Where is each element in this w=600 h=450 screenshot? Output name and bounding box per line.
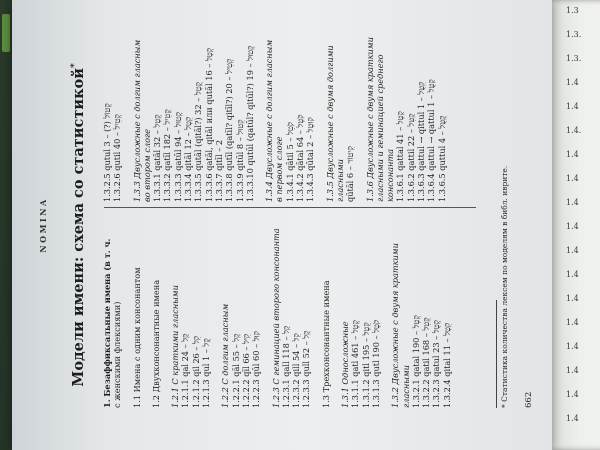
list-item: 1.2.2.1 qāl קָל – 55	[230, 333, 241, 408]
list-item: 1.3.1.1 qatl קֶטֶל – 461	[350, 320, 361, 408]
list-item: 1.3.3.1 qatāl קְטָל – 32	[152, 114, 163, 202]
section-heading: 1.3.1 Односложные	[340, 321, 351, 408]
page-title	[70, 2, 87, 448]
book-page	[12, 0, 552, 450]
list-item: 1.3.2.2 qatil קְטִל – 168	[421, 317, 432, 408]
entry-spacer	[262, 210, 271, 408]
running-head: NOMINA	[38, 197, 48, 253]
adjacent-page-fragment: 1.4	[566, 414, 579, 423]
list-item: 1.3.3.3 qatūl קָטוּל – 94	[172, 111, 183, 202]
list-item: во втором слоге	[141, 128, 152, 202]
list-item: в первом слоге	[274, 136, 285, 202]
footnote: * Статистика количества лексем по моделям в библ. иврите.	[500, 165, 509, 408]
entry-spacer	[142, 210, 151, 408]
list-item: 1.2.2.2 qīl קִיל – 66	[240, 333, 251, 408]
list-item: 1.3.2.6 qutil קְטִיל – 40	[112, 114, 123, 202]
entry-spacer	[331, 210, 340, 408]
adjacent-page-fragment: 1.4	[566, 102, 579, 111]
adjacent-page-fragment: 1.4	[566, 78, 579, 87]
list-item: 1.3.2.5 qutul קְטוֹל (?) – 3	[102, 103, 112, 202]
entry-spacer	[381, 210, 390, 408]
list-item: 1.1 Имена с одним консонантом	[131, 267, 142, 408]
list-item: 1.3.2.1 qatal קְטָל – 190	[410, 315, 421, 408]
entry-spacer	[123, 2, 132, 202]
list-item: 1.3.1.2 qitl קֵטֶל – 195	[360, 322, 371, 408]
list-item: 1.3.4.3 qūtal קוּטָל – 2	[305, 117, 316, 202]
right-column	[102, 2, 447, 202]
list-item: 1.3.6.5 quttul קֻטֻּל – 4	[436, 115, 447, 202]
section-heading: 1.3.2 Двусложные с двумя краткими	[390, 243, 401, 408]
entry-spacer	[316, 2, 325, 202]
list-item: гласными и геминацией среднего	[374, 54, 385, 202]
adjacent-page-fragment: 1.4	[566, 342, 579, 351]
list-item: 1.3.2.3 qatul קְטֻל – 23	[431, 319, 442, 408]
list-item: консонанта	[385, 148, 396, 202]
left-column	[102, 210, 452, 408]
section-heading: 1.3.4 Двусложные с долгим гласным	[264, 39, 275, 202]
adjacent-page-fragment: 1.4	[566, 246, 579, 255]
list-item: 1.3.3.6 qatāl, qitāl или qutāl קְטָל – 16	[203, 47, 214, 202]
list-item: 1.3.2.4 qital קִטָל – 11	[441, 322, 452, 408]
section-heading: 1.3.3 Двусложные с долгим гласным	[131, 39, 142, 202]
list-item: гласными	[334, 159, 345, 202]
list-item: 1.3.6.1 qattal קַטָּל – 41	[395, 111, 406, 202]
adjacent-page-fragment: 1.4.	[566, 126, 582, 135]
adjacent-page-fragment: 1.3.	[566, 30, 582, 39]
list-item: 1.3.4.1 qātil קֹטֵל – 5	[284, 121, 295, 202]
adjacent-page	[548, 0, 600, 450]
entry-spacer	[356, 2, 365, 202]
adjacent-page-fragment: 1.4	[566, 366, 579, 375]
list-item: 1.2 Двухконсонантные имена	[150, 279, 161, 408]
list-item: 1.2.3.3 qull קֻל – 52	[301, 330, 312, 408]
entry-spacer	[161, 210, 170, 408]
adjacent-page-fragment: 1.4	[566, 174, 579, 183]
list-item: 1.3.6.3 qattul → qittul קִטֻּל – 1	[416, 81, 427, 202]
adjacent-page-fragment: 1.4	[566, 198, 579, 207]
adjacent-page-fragment: 1.4	[566, 294, 579, 303]
list-item: 1.3.6.4 qattul → qattul קַטֻּל – 1	[426, 79, 437, 202]
list-item: 1.3.3.8 qutīl (qatīl? qitīl?) קְטִיל – 20	[224, 58, 235, 202]
section-heading: 1.3.5 Двусложные с двумя долгими	[324, 45, 335, 202]
column-divider	[104, 207, 476, 208]
list-item: 1.2.3.2 qill קִל – 54	[291, 333, 302, 408]
section-heading: 1.2.3 С геминацией второго консонанта	[270, 228, 281, 408]
adjacent-page-fragment: 1.3.	[566, 54, 582, 63]
page-content	[24, 2, 550, 448]
adjacent-page-fragment: 1.4	[566, 150, 579, 159]
page-number: 662	[524, 391, 534, 408]
list-item: гласными	[400, 365, 411, 408]
title-text: Модели имени: схема со статистикой	[70, 68, 87, 387]
section-heading: 1.2.1 С краткими гласными	[170, 285, 181, 408]
list-item: 1.3.3.9 qitūl קִטוּל – 8	[234, 119, 245, 202]
footnote-rule	[496, 300, 497, 408]
list-item: 1.2.3.1 qall קַל – 118	[280, 325, 291, 408]
list-item: 1.2.1.1 qal קַל – 24	[180, 333, 191, 408]
section-heading: 1.2.2 С долгим гласным	[220, 303, 231, 408]
entry-spacer	[312, 210, 321, 408]
list-item: 1.3.3.2 qatīl קָטִיל – 182	[162, 109, 173, 202]
adjacent-page-fragment: 1.4	[566, 390, 579, 399]
list-item: 1.2.1.3 qul קֻל – 1	[201, 338, 212, 408]
list-item: 1.3.1.3 qutl קֹטֶל – 190	[370, 319, 381, 408]
list-item: с женскими флексиями)	[112, 301, 123, 408]
list-item: 1.3.3.7 qitīl – 2	[213, 139, 224, 202]
entry-spacer	[123, 210, 132, 408]
list-item: 1. Безаффиксальные имена (в т. ч.	[102, 238, 112, 408]
title-footnote-mark: *	[70, 63, 81, 69]
list-item: 1.3.3.5 qutāl (qitāl?) קֻטָל – 32	[193, 81, 204, 202]
list-item: 1.3.3.10 qutūl (qatūl? qitūl?) קְטוּל – 19	[244, 45, 255, 202]
entry-spacer	[211, 210, 220, 408]
list-item: 1.3.3.4 qitāl קִטָל – 12	[183, 116, 194, 202]
entry-spacer	[255, 2, 264, 202]
adjacent-page-fragment: 1.4	[566, 222, 579, 231]
list-item: 1.3 Трехконсонантные имена	[320, 280, 331, 408]
bookmark-ribbon	[2, 14, 10, 52]
adjacent-page-fragment: 1.4	[566, 270, 579, 279]
list-item: qūtāl קִיטוֹר – 6	[345, 145, 356, 202]
list-item: 1.2.2.3 qūl קוּל – 60	[251, 330, 262, 408]
adjacent-page-fragment: 1.4	[566, 318, 579, 327]
adjacent-page-fragment: 1.3	[566, 6, 579, 15]
section-heading: 1.3.6 Двусложные с двумя краткими	[364, 37, 375, 202]
list-item: 1.2.1.2 qil קִל – 26	[190, 335, 201, 408]
list-item: 1.3.6.2 qattil קַטִּל – 22	[405, 113, 416, 202]
list-item: 1.3.4.2 qātal קֹטֶל – 64	[295, 114, 306, 202]
